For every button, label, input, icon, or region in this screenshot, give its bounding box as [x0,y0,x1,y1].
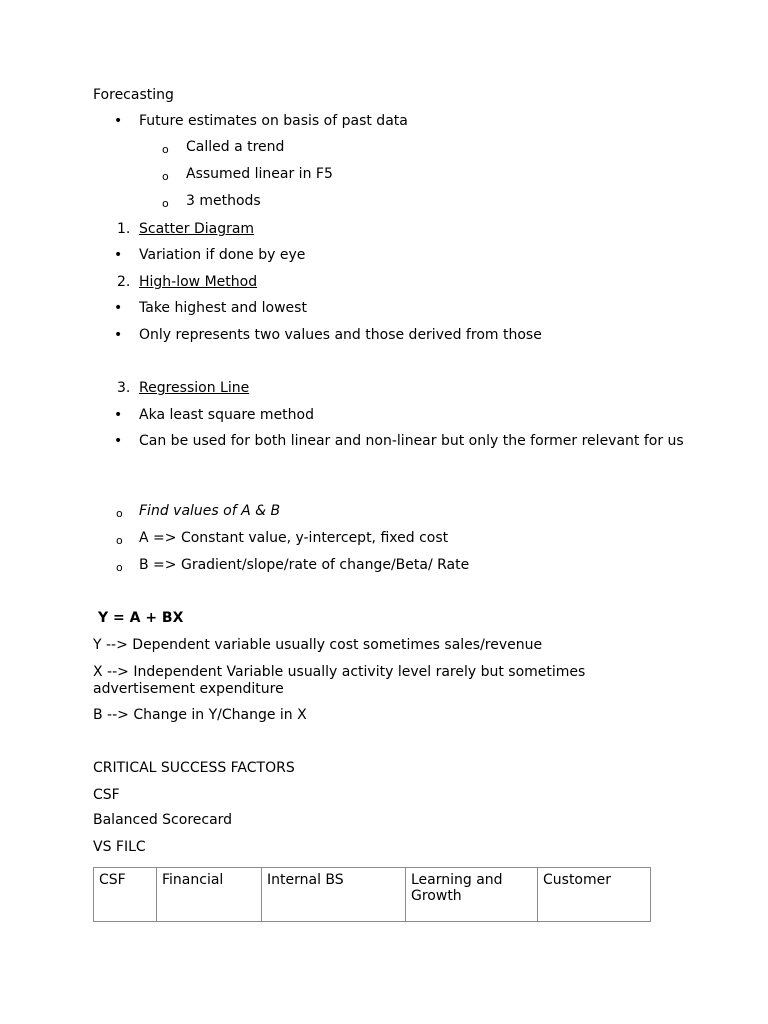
method-3-title: Regression Line [139,380,250,396]
sub-bullet-symbol: o [116,534,123,547]
regression-equation: Y = A + BX [98,610,184,626]
sub-item-linear: Assumed linear in F5 [186,166,333,182]
vs-filc: VS FILC [93,839,146,855]
method-2-number: 2. [117,274,131,290]
ab-b-definition: B => Gradient/slope/rate of change/Beta/ Rate [139,557,470,573]
table-cell-learning-growth: Learning and Growth [406,868,538,922]
bullet-least-square: Aka least square method [139,407,314,423]
ab-find-values: Find values of A & B [139,503,281,519]
sub-bullet-symbol: o [162,170,169,183]
csf-abbrev: CSF [93,787,120,803]
sub-item-trend: Called a trend [186,139,285,155]
csf-table [93,867,651,922]
bullet-two-values: Only represents two values and those derived from those [139,327,542,343]
sub-bullet-symbol: o [162,197,169,210]
bullet-symbol: • [114,327,123,343]
sub-bullet-symbol: o [162,143,169,156]
table-row [94,868,651,922]
table-cell-csf: CSF [94,868,157,922]
definition-b: B --> Change in Y/Change in X [93,707,307,723]
method-1-title: Scatter Diagram [139,221,255,237]
table-cell-customer: Customer [538,868,651,922]
definition-y: Y --> Dependent variable usually cost sometimes sales/revenue [93,637,543,653]
method-3-number: 3. [117,380,131,396]
bullet-symbol: • [114,113,123,129]
method-1-number: 1. [117,221,131,237]
balanced-scorecard: Balanced Scorecard [93,812,233,828]
bullet-linear-nonlinear: Can be used for both linear and non-linear but only the former relevant for us [139,433,684,449]
forecasting-heading: Forecasting [93,87,174,103]
ab-a-definition: A => Constant value, y-intercept, fixed cost [139,530,449,546]
bullet-variation: Variation if done by eye [139,247,306,263]
csf-heading: CRITICAL SUCCESS FACTORS [93,760,295,776]
bullet-symbol: • [114,433,123,449]
bullet-future-estimates: Future estimates on basis of past data [139,113,408,129]
method-2-title: High-low Method [139,274,258,290]
table-cell-internal-bs: Internal BS [262,868,406,922]
bullet-symbol: • [114,247,123,263]
table-cell-financial: Financial [157,868,262,922]
sub-bullet-symbol: o [116,507,123,520]
definition-x: X --> Independent Variable usually activity level rarely but sometimes advertisement expenditure [93,664,586,697]
bullet-symbol: • [114,300,123,316]
sub-item-methods: 3 methods [186,193,261,209]
bullet-highest-lowest: Take highest and lowest [139,300,307,316]
bullet-symbol: • [114,407,123,423]
sub-bullet-symbol: o [116,561,123,574]
